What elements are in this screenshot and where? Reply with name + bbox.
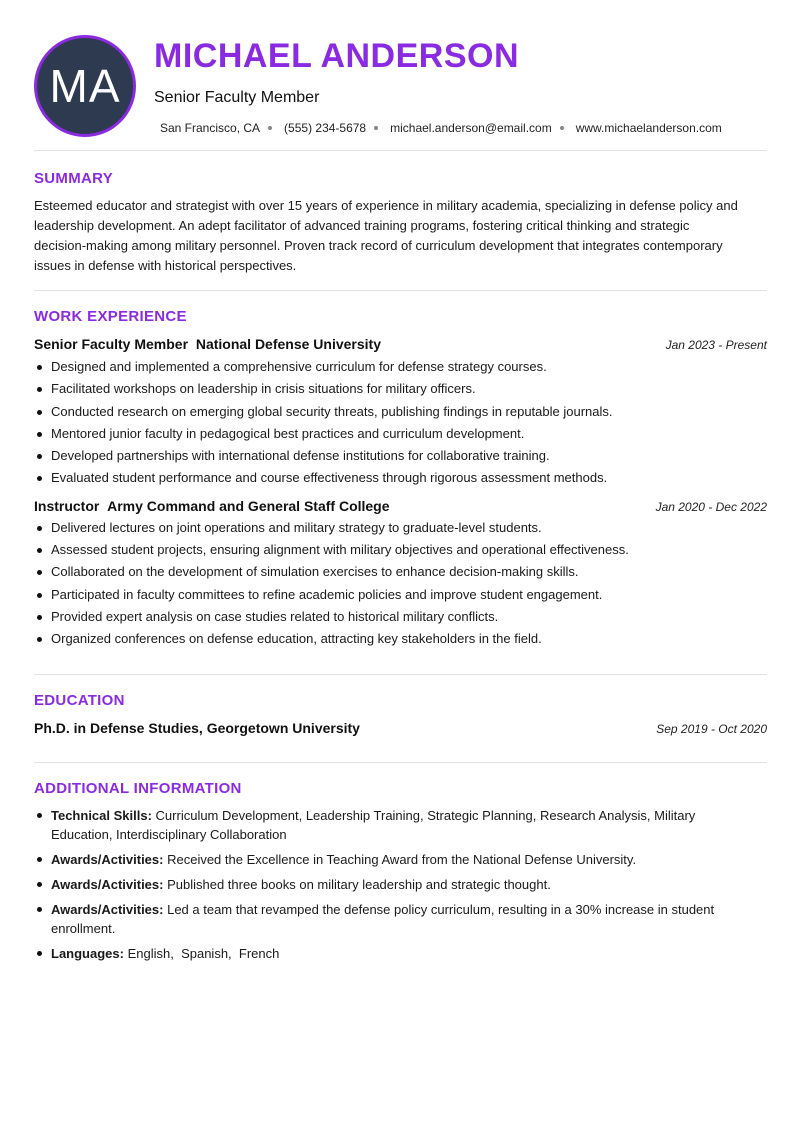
list-item-text: Delivered lectures on joint operations and military strategy to graduate-level students. xyxy=(51,519,542,535)
contact-info xyxy=(160,121,722,135)
additional-list xyxy=(34,806,767,963)
bullet-icon xyxy=(37,410,42,415)
item-label: Technical Skills: xyxy=(51,807,152,823)
resume-header xyxy=(34,0,767,150)
education-degree: Ph.D. in Defense Studies, Georgetown University xyxy=(34,719,360,736)
summary-line: decision-making among military personnel. Proven track record of curriculum development that integrates contemporary xyxy=(34,238,723,253)
list-item-text: Conducted research on emerging global security threats, publishing findings in reputable journals. xyxy=(51,403,613,419)
bullet-icon xyxy=(37,857,42,862)
summary-line: leadership development. An adept facilitator of advanced training programs, fostering critical thinking and strategic xyxy=(34,218,690,233)
list-item-text: Mentored junior faculty in pedagogical best practices and curriculum development. xyxy=(51,425,525,441)
item-text: Received the Excellence in Teaching Award from the National Defense University. xyxy=(167,851,637,867)
additional-section xyxy=(34,763,767,963)
experience-section xyxy=(34,291,767,651)
bullet-icon xyxy=(37,526,42,531)
bullet-icon xyxy=(37,548,42,553)
education-heading: EDUCATION xyxy=(34,691,125,709)
education-section xyxy=(34,675,767,736)
list-item-text: Provided expert analysis on case studies related to historical military conflicts. xyxy=(51,608,499,624)
list-item-text: Organized conferences on defense education, attracting key stakeholders in the field. xyxy=(51,631,542,647)
list-item-text: Facilitated workshops on leadership in crisis situations for military officers. xyxy=(51,381,476,397)
item-text: Led a team that revamped the defense policy curriculum, resulting in a 30% increase in student xyxy=(167,901,715,917)
list-item-text: Designed and implemented a comprehensive curriculum for defense strategy courses. xyxy=(51,359,547,374)
job-header xyxy=(34,498,767,514)
summary-line: issues in defense with historical perspectives. xyxy=(34,258,297,273)
bullet-icon xyxy=(37,882,42,887)
item-text-continued: Education, Interdisciplinary Collaboration xyxy=(51,826,287,842)
separator-dot xyxy=(374,126,378,130)
contact-email[interactable]: michael.anderson@email.com xyxy=(390,121,552,135)
candidate-name: MICHAEL ANDERSON xyxy=(154,37,520,75)
list-item xyxy=(34,850,767,869)
bullet-icon xyxy=(37,365,42,370)
list-item xyxy=(34,539,767,561)
experience-heading: WORK EXPERIENCE xyxy=(34,308,187,325)
list-item xyxy=(34,875,767,894)
job-bullets xyxy=(34,517,767,651)
bullet-icon xyxy=(37,570,42,575)
job-title xyxy=(34,498,390,514)
avatar-initials: MA xyxy=(49,60,121,112)
list-item xyxy=(34,356,767,378)
education-dates: Sep 2019 - Oct 2020 xyxy=(656,721,767,736)
bullet-icon xyxy=(37,387,42,392)
list-item xyxy=(34,423,767,445)
separator-dot xyxy=(560,126,564,130)
education-entry xyxy=(34,720,767,736)
bullet-icon xyxy=(37,593,42,598)
job-header xyxy=(34,336,767,352)
job-entry xyxy=(34,336,767,490)
summary-heading: SUMMARY xyxy=(34,170,114,187)
item-label: Awards/Activities: xyxy=(51,851,164,867)
job-dates: Jan 2023 - Present xyxy=(665,338,767,352)
bullet-icon xyxy=(37,907,42,912)
avatar xyxy=(34,35,136,137)
list-item-text: Evaluated student performance and course effectiveness through rigorous assessment methods. xyxy=(51,470,608,486)
contact-phone: (555) 234-5678 xyxy=(284,121,367,135)
bullet-icon xyxy=(37,432,42,437)
list-item xyxy=(34,606,767,628)
list-item xyxy=(34,467,767,489)
item-label: Awards/Activities: xyxy=(51,901,164,917)
list-item-text: Developed partnerships with international defense institutions for collaborative training. xyxy=(51,448,550,464)
summary-text xyxy=(34,196,767,276)
list-item xyxy=(34,900,767,938)
job-bullets xyxy=(34,356,767,490)
list-item xyxy=(34,561,767,583)
job-dates: Jan 2020 - Dec 2022 xyxy=(655,499,767,514)
list-item xyxy=(34,401,767,423)
list-item-text: Participated in faculty committees to refine academic policies and improve student engagement. xyxy=(51,586,603,602)
item-text: Published three books on military leadership and strategic thought. xyxy=(167,876,551,892)
job-position: Instructor xyxy=(34,497,100,514)
additional-heading: ADDITIONAL INFORMATION xyxy=(34,779,242,797)
list-item xyxy=(34,378,767,400)
list-item xyxy=(34,445,767,467)
resume-page xyxy=(34,0,767,969)
job-organization: Army Command and General Staff College xyxy=(107,497,390,514)
bullet-icon xyxy=(37,813,42,818)
list-item xyxy=(34,628,767,650)
list-item xyxy=(34,944,767,963)
item-text-continued: enrollment. xyxy=(51,920,116,936)
contact-location: San Francisco, CA xyxy=(160,121,261,135)
bullet-icon xyxy=(37,637,42,642)
candidate-role: Senior Faculty Member xyxy=(154,89,320,106)
job-position: Senior Faculty Member xyxy=(34,336,189,352)
summary-section xyxy=(34,151,767,276)
item-text: English, Spanish, French xyxy=(127,945,280,961)
list-item xyxy=(34,806,767,844)
bullet-icon xyxy=(37,454,42,459)
item-label: Awards/Activities: xyxy=(51,876,164,892)
job-title xyxy=(34,336,381,352)
item-label: Languages: xyxy=(51,945,124,961)
job-entry xyxy=(34,498,767,651)
job-organization: National Defense University xyxy=(195,336,381,352)
list-item-text: Assessed student projects, ensuring alignment with military objectives and operational effectiveness. xyxy=(51,542,629,558)
contact-website[interactable]: www.michaelanderson.com xyxy=(575,121,722,135)
bullet-icon xyxy=(37,615,42,620)
list-item xyxy=(34,517,767,539)
bullet-icon xyxy=(37,951,42,956)
bullet-icon xyxy=(37,476,42,481)
summary-line: Esteemed educator and strategist with over 15 years of experience in military academia, specializing in defense policy and xyxy=(34,198,738,213)
item-text: Curriculum Development, Leadership Training, Strategic Planning, Research Analysis, Military xyxy=(155,807,696,823)
list-item xyxy=(34,584,767,606)
list-item-text: Collaborated on the development of simulation exercises to enhance decision-making skills. xyxy=(51,564,579,580)
separator-dot xyxy=(268,126,272,130)
